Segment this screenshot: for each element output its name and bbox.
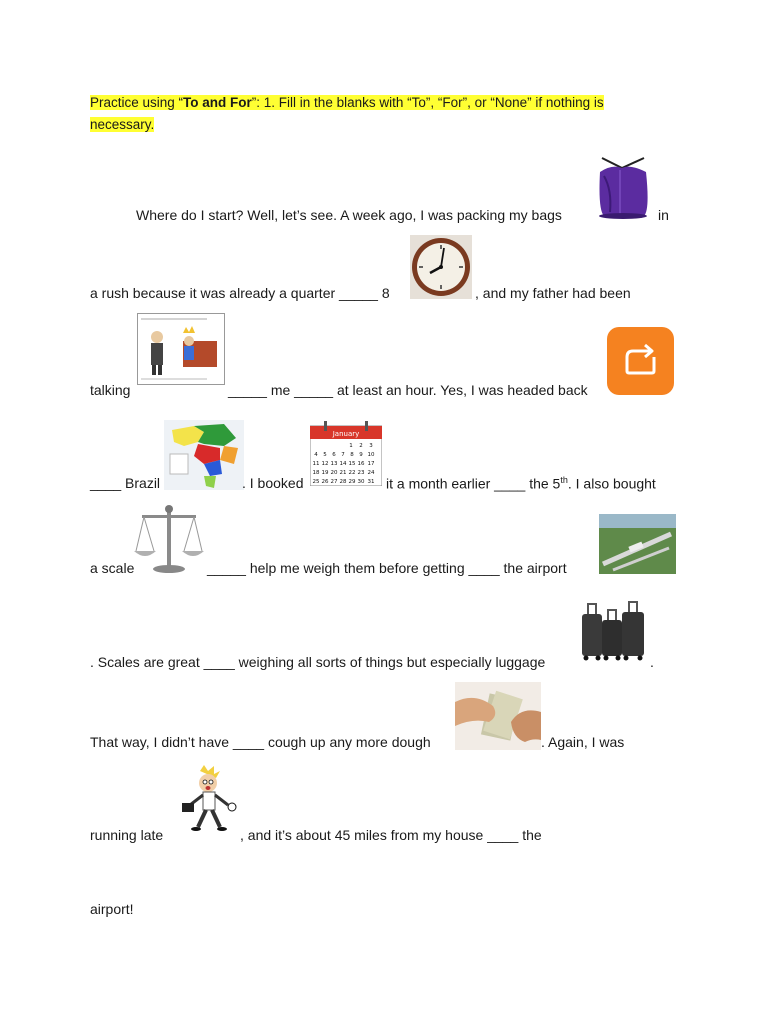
airport-aerial-icon — [599, 514, 676, 577]
story-line-1b: in — [658, 207, 669, 223]
svg-text:13: 13 — [330, 461, 338, 467]
wall-clock-icon — [410, 235, 472, 302]
brazil-map-icon — [164, 420, 244, 493]
svg-text:25: 25 — [312, 479, 320, 485]
story-line-5a: a scale — [90, 560, 135, 576]
running-late-man-cartoon-icon — [170, 765, 242, 844]
svg-text:11: 11 — [312, 461, 320, 467]
svg-text:8: 8 — [350, 452, 354, 458]
svg-text:10: 10 — [367, 452, 375, 458]
story-line-8b: , and it’s about 45 miles from my house ____ the — [240, 827, 542, 843]
story-line-6a: . Scales are great ____ weighing all sorts of things but especially luggage — [90, 654, 546, 670]
svg-text:6: 6 — [332, 452, 336, 458]
svg-text:January: January — [332, 430, 360, 438]
svg-text:22: 22 — [348, 470, 356, 476]
svg-text:17: 17 — [367, 461, 375, 467]
svg-text:30: 30 — [357, 479, 365, 485]
story-line-4b: . I booked — [242, 475, 304, 491]
calendar-icon — [310, 420, 382, 489]
luggage-suitcases-icon — [580, 600, 648, 665]
story-line-3a: talking — [90, 382, 131, 398]
svg-text:7: 7 — [341, 452, 345, 458]
repeat-button-icon[interactable] — [607, 327, 674, 398]
svg-text:4: 4 — [314, 452, 318, 458]
story-line-7b: . Again, I was — [541, 734, 625, 750]
story-line-7a: That way, I didn’t have ____ cough up any more dough — [90, 734, 431, 750]
svg-text:20: 20 — [330, 470, 338, 476]
svg-text:2: 2 — [359, 443, 363, 449]
svg-text:3: 3 — [369, 443, 373, 449]
drawstring-bag-icon — [590, 150, 656, 223]
svg-text:18: 18 — [312, 470, 320, 476]
svg-text:19: 19 — [321, 470, 329, 476]
svg-text:27: 27 — [330, 479, 338, 485]
svg-text:26: 26 — [321, 479, 329, 485]
svg-text:1: 1 — [349, 443, 353, 449]
svg-text:16: 16 — [357, 461, 365, 467]
svg-text:28: 28 — [339, 479, 347, 485]
svg-text:21: 21 — [339, 470, 347, 476]
svg-text:31: 31 — [367, 479, 375, 485]
svg-text:12: 12 — [321, 461, 329, 467]
story-line-3b: _____ me _____ at least an hour. Yes, I was headed back — [228, 382, 588, 398]
story-line-2b: , and my father had been — [475, 285, 631, 301]
svg-text:24: 24 — [367, 470, 375, 476]
svg-text:9: 9 — [359, 452, 363, 458]
instructions-heading: Practice using “To and For”: 1. Fill in the blanks with “To”, “For”, or “None” if nothing is necessary. — [90, 95, 604, 132]
svg-text:5: 5 — [323, 452, 327, 458]
svg-text:23: 23 — [357, 470, 365, 476]
story-line-2a: a rush because it was already a quarter _____ 8 — [90, 285, 390, 301]
story-line-4c: it a month earlier ____ the 5th. I also bought — [386, 475, 656, 492]
svg-text:15: 15 — [348, 461, 356, 467]
story-line-9: airport! — [90, 901, 134, 917]
father-talking-cartoon-icon — [137, 313, 225, 388]
story-line-5b: _____ help me weigh them before getting ____ the airport — [207, 560, 567, 576]
svg-text:29: 29 — [348, 479, 356, 485]
svg-text:14: 14 — [339, 461, 347, 467]
story-line-1a: Where do I start? Well, let’s see. A week ago, I was packing my bags — [136, 207, 562, 223]
story-line-4a: ____ Brazil — [90, 475, 161, 491]
story-line-8a: running late — [90, 827, 164, 843]
balance-scale-icon — [134, 503, 204, 578]
counting-money-icon — [455, 682, 541, 753]
story-line-6b: . — [650, 654, 654, 670]
